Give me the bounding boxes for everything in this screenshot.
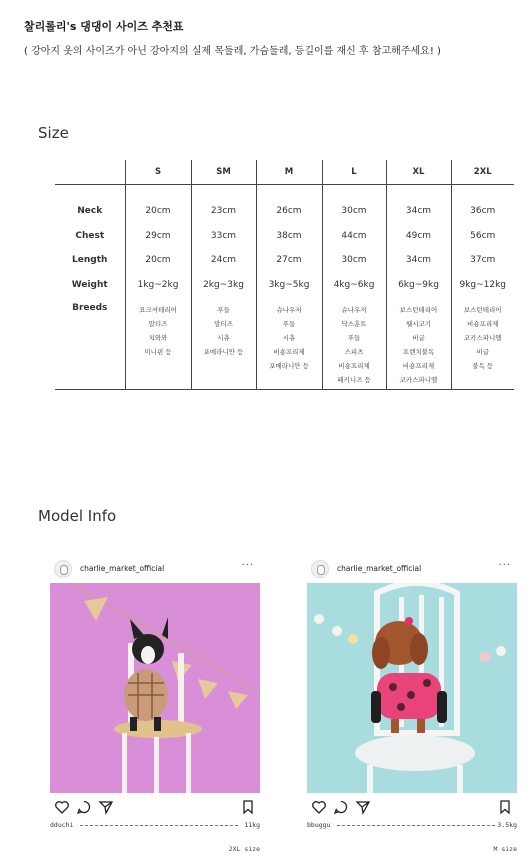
size-col-s: S — [125, 160, 191, 185]
dog-photo-illustration — [307, 583, 517, 793]
breed-name: 비숑프리제 — [338, 362, 370, 370]
breed-name: 비숑프리제 — [273, 348, 305, 356]
dog-name: bbuggu — [307, 821, 331, 829]
avatar[interactable] — [311, 560, 329, 578]
table-corner — [55, 160, 125, 185]
table-cell: 29cm — [125, 224, 191, 249]
avatar[interactable] — [54, 560, 72, 578]
dashed-leader — [337, 825, 495, 826]
more-icon[interactable]: ··· — [241, 560, 254, 571]
table-cell: 44cm — [322, 224, 386, 249]
size-section-title: Size — [38, 124, 69, 142]
model-photo-dduchi — [50, 583, 260, 793]
comment-icon[interactable] — [76, 799, 92, 815]
breed-name: 푸들 — [217, 306, 230, 314]
breed-name: 슈나우저 — [341, 306, 367, 314]
breed-name: 치와와 — [148, 334, 168, 342]
table-cell: 26cm — [256, 199, 322, 224]
table-cell: 36cm — [451, 199, 514, 224]
size-table — [55, 160, 514, 390]
table-cell: 34cm — [386, 248, 451, 273]
table-cell: 38cm — [256, 224, 322, 249]
post-header — [307, 557, 517, 583]
table-row-breeds — [55, 297, 514, 390]
table-row-weight — [55, 273, 514, 298]
size-col-2xl: 2XL — [451, 160, 514, 185]
size-note: M size — [493, 845, 517, 853]
row-label: Weight — [71, 279, 108, 290]
table-cell: 4kg~6kg — [322, 273, 386, 298]
dog-weight: 3.5kg — [497, 821, 517, 829]
breed-cell — [451, 297, 514, 390]
comment-icon[interactable] — [333, 799, 349, 815]
breed-name: 코카스파니엘 — [399, 376, 438, 384]
model-post-2 — [307, 557, 517, 853]
breed-cell — [322, 297, 386, 390]
bookmark-icon[interactable] — [240, 799, 256, 815]
table-cell: 27cm — [256, 248, 322, 273]
breed-name: 슈나우저 — [276, 306, 302, 314]
breed-cell — [386, 297, 451, 390]
table-cell: 49cm — [386, 224, 451, 249]
table-row-chest — [55, 224, 514, 249]
table-row-length — [55, 248, 514, 273]
post-actions — [307, 797, 517, 819]
breed-cell — [125, 297, 191, 390]
row-label: Chest — [75, 230, 105, 241]
size-col-xl: XL — [386, 160, 451, 185]
breed-name: 포메라니안 등 — [203, 348, 244, 356]
size-col-m: M — [256, 160, 322, 185]
breed-name: 푸들 — [282, 320, 296, 328]
table-cell: 20cm — [125, 248, 191, 273]
more-icon[interactable]: ··· — [498, 560, 511, 571]
size-col-sm: SM — [191, 160, 256, 185]
size-col-l: L — [322, 160, 386, 185]
breed-cell — [191, 297, 256, 390]
size-header-row — [55, 160, 514, 185]
intro-note: ( 강아지 옷의 사이즈가 아닌 강아지의 실제 목둘레, 가슴둘레, 등길이를 재신 후 참고해주세요! ) — [24, 46, 441, 57]
breed-name: 말티즈 — [148, 320, 168, 328]
dog-photo-illustration — [50, 583, 260, 793]
breed-name: 비숑프리제 — [402, 362, 435, 370]
account-name[interactable]: charlie_market_official — [337, 564, 422, 573]
breed-name: 비글 — [412, 334, 425, 342]
table-cell: 23cm — [191, 199, 256, 224]
table-cell: 34cm — [386, 199, 451, 224]
post-caption — [307, 819, 517, 833]
breed-name: 보스턴테리어 — [463, 306, 502, 314]
breed-name: 시츄 — [217, 334, 230, 342]
post-actions — [50, 797, 260, 819]
intro-title: 찰리롤리's 댕댕이 사이즈 추천표 — [24, 20, 184, 33]
model-section-title: Model Info — [38, 507, 117, 525]
breed-name: 페키니즈 등 — [337, 376, 371, 384]
table-cell: 20cm — [125, 199, 191, 224]
table-cell: 24cm — [191, 248, 256, 273]
breed-name: 말티즈 — [214, 320, 233, 328]
dog-name: dduchi — [50, 821, 74, 829]
breed-name: 웰시코기 — [405, 320, 432, 328]
table-cell: 6kg~9kg — [386, 273, 451, 298]
post-caption — [50, 819, 260, 833]
breed-name: 푸들 — [347, 334, 361, 342]
breed-name: 코카스파니엘 — [463, 334, 502, 342]
table-cell: 9kg~12kg — [451, 273, 514, 298]
table-cell: 2kg~3kg — [191, 273, 256, 298]
breed-name: 포메라니안 등 — [269, 362, 309, 370]
breed-name: 닥스훈트 — [341, 320, 367, 328]
table-cell: 30cm — [322, 248, 386, 273]
breed-name: 스피츠 — [344, 348, 364, 356]
dog-weight: 11kg — [244, 821, 260, 829]
model-photo-bbuggu — [307, 583, 517, 793]
heart-icon[interactable] — [54, 799, 70, 815]
table-cell: 37cm — [451, 248, 514, 273]
row-label: Neck — [77, 206, 103, 217]
bookmark-icon[interactable] — [497, 799, 513, 815]
account-name[interactable]: charlie_market_official — [80, 564, 165, 573]
size-note: 2XL size — [228, 845, 260, 853]
breed-name: 미니핀 등 — [144, 348, 172, 356]
breed-name: 프렌치불독 — [402, 348, 435, 356]
table-cell: 30cm — [322, 199, 386, 224]
post-header — [50, 557, 260, 583]
breed-name: 비글 — [476, 348, 490, 356]
table-cell: 3kg~5kg — [256, 273, 322, 298]
breed-name: 불독 등 — [472, 362, 494, 370]
breed-name: 요크셔테리어 — [139, 306, 177, 314]
row-label: Breeds — [55, 297, 125, 390]
dashed-leader — [80, 825, 238, 826]
table-cell: 33cm — [191, 224, 256, 249]
table-cell: 1kg~2kg — [125, 273, 191, 298]
send-icon[interactable] — [98, 799, 114, 815]
heart-icon[interactable] — [311, 799, 327, 815]
breed-name: 비숑프리제 — [467, 320, 499, 328]
table-row-neck — [55, 199, 514, 224]
breed-name: 보스턴테리어 — [399, 306, 438, 314]
send-icon[interactable] — [355, 799, 371, 815]
breed-cell — [256, 297, 322, 390]
table-cell: 56cm — [451, 224, 514, 249]
breed-name: 시츄 — [282, 334, 296, 342]
model-post-1 — [50, 557, 260, 853]
row-label: Length — [72, 255, 108, 266]
